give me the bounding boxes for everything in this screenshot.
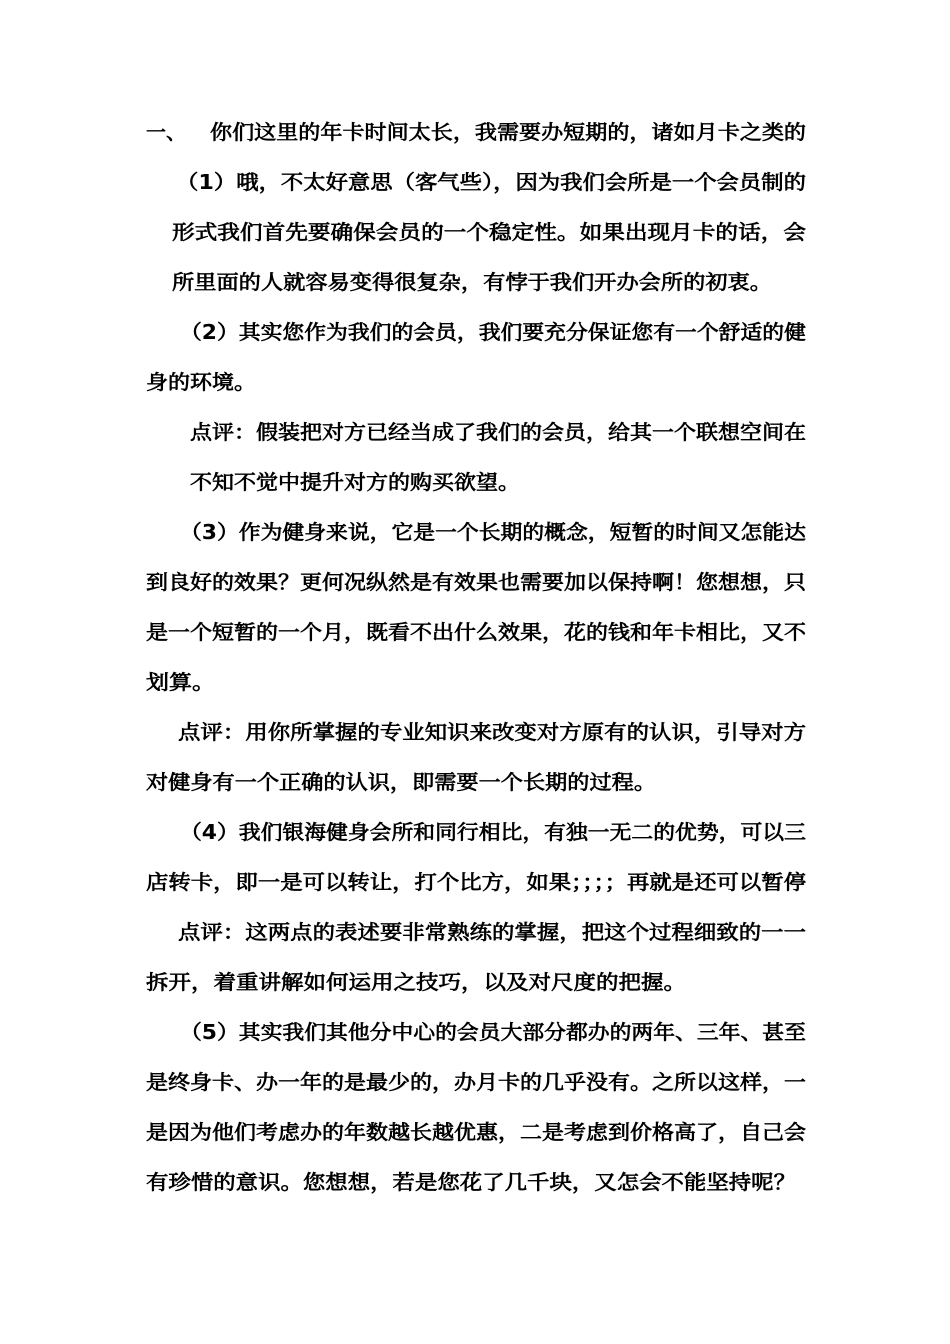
comment-line: 不知不觉中提升对方的购买欲望。	[190, 470, 520, 494]
text-line: 划算。	[146, 670, 215, 694]
text-line: （5）其实我们其他分中心的会员大部分都办的两年、三年、甚至	[180, 1020, 806, 1044]
text-line: 到良好的效果？更何况纵然是有效果也需要加以保持啊！您想想，只	[146, 570, 806, 594]
text-line: 所里面的人就容易变得很复杂，有悖于我们开办会所的初衷。	[172, 270, 772, 294]
text-line: （1）哦，不太好意思（客气些），因为我们会所是一个会员制的	[176, 170, 806, 194]
comment-line: 点评：假装把对方已经当成了我们的会员，给其一个联想空间在	[190, 420, 806, 444]
text-line: 店转卡，即一是可以转让，打个比方，如果；；；；再就是还可以暂停	[146, 870, 806, 894]
comment-line: 拆开，着重讲解如何运用之技巧，以及对尺度的把握。	[146, 970, 686, 994]
text-line: （2）其实您作为我们的会员，我们要充分保证您有一个舒适的健	[180, 320, 806, 344]
comment-line: 点评：用你所掌握的专业知识来改变对方原有的认识，引导对方	[178, 720, 806, 744]
section-number: 一、	[146, 120, 186, 144]
text-line: （3）作为健身来说，它是一个长期的概念，短暂的时间又怎能达	[180, 520, 806, 544]
text-line: 有珍惜的意识。您想想，若是您花了几千块，又怎会不能坚持呢？	[146, 1170, 796, 1194]
section-title: 你们这里的年卡时间太长，我需要办短期的，诸如月卡之类的	[210, 120, 806, 144]
comment-line: 对健身有一个正确的认识，即需要一个长期的过程。	[146, 770, 656, 794]
comment-line: 点评：这两点的表述要非常熟练的掌握，把这个过程细致的一一	[178, 920, 806, 944]
text-line: 身的环境。	[146, 370, 256, 394]
text-line: 是因为他们考虑办的年数越长越优惠，二是考虑到价格高了，自己会	[146, 1120, 806, 1144]
text-line: （4）我们银海健身会所和同行相比，有独一无二的优势，可以三	[180, 820, 806, 844]
text-line: 形式我们首先要确保会员的一个稳定性。如果出现月卡的话，会	[172, 220, 806, 244]
text-line: 是一个短暂的一个月，既看不出什么效果，花的钱和年卡相比，又不	[146, 620, 806, 644]
text-line: 是终身卡、办一年的是最少的，办月卡的几乎没有。之所以这样，一	[146, 1070, 806, 1094]
